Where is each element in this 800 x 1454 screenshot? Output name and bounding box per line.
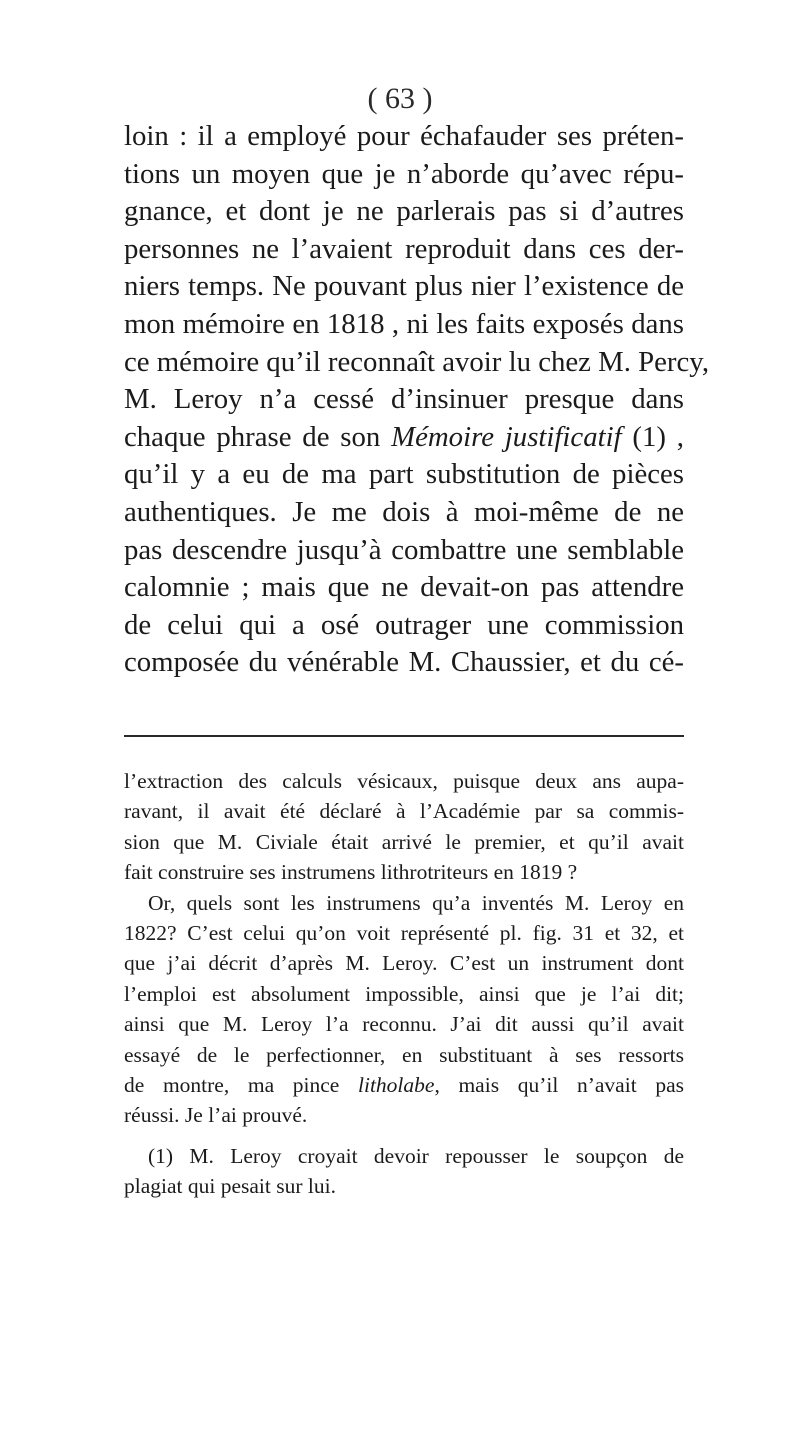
italic-title: Mémoire justificatif: [391, 420, 622, 453]
footnote-line: l’emploi est absolument impossible, ainsi que je l’ai dit;: [124, 981, 684, 1006]
footnote-divider: [124, 735, 684, 737]
footnote-text: de montre, ma pince: [124, 1072, 358, 1097]
body-line: gnance, et dont je ne parlerais pas si d’autres: [124, 195, 684, 228]
body-line: composée du vénérable M. Chaussier, et du cé-: [124, 646, 684, 679]
footnote-line: Or, quels sont les instrumens qu’a inventés M. Leroy en: [148, 890, 684, 915]
footnote-reference: (1) ,: [621, 420, 684, 453]
body-line: personnes ne l’avaient reproduit dans ces der-: [124, 232, 684, 265]
body-line: ce mémoire qu’il reconnaît avoir lu chez M. Percy,: [124, 345, 710, 378]
body-text: chaque phrase de son: [124, 420, 392, 453]
footnote-1-line: plagiat qui pesait sur lui.: [124, 1174, 336, 1199]
italic-term: litholabe: [358, 1072, 435, 1097]
footnote-line: ravant, il avait été déclaré à l’Académie par sa commis-: [124, 799, 684, 824]
body-line: [124, 419, 684, 457]
body-line: tions un moyen que je n’aborde qu’avec répu-: [124, 157, 684, 190]
body-line: calomnie ; mais que ne devait-on pas attendre: [124, 571, 684, 604]
body-line: M. Leroy n’a cessé d’insinuer presque dans: [124, 383, 684, 416]
main-paragraph: [124, 118, 710, 682]
body-line: pas descendre jusqu’à combattre une semblable: [124, 533, 684, 566]
footnote-line: [124, 1070, 684, 1100]
footnote-line: fait construire ses instrumens lithrotriteurs en 1819 ?: [124, 860, 578, 885]
footnote-text: , mais qu’il n’avait pas: [434, 1072, 684, 1097]
footnote-line: ainsi que M. Leroy l’a reconnu. J’ai dit aussi qu’il avait: [124, 1012, 684, 1037]
footnote-line: réussi. Je l’ai prouvé.: [124, 1103, 308, 1128]
footnotes: [124, 766, 684, 1201]
footnote-line: essayé de le perfectionner, en substituant à ses ressorts: [124, 1042, 684, 1067]
footnote-1-line: (1) M. Leroy croyait devoir repousser le soupçon de: [148, 1143, 684, 1168]
body-line: loin : il a employé pour échafauder ses préten-: [124, 120, 684, 152]
body-line: qu’il y a eu de ma part substitution de pièces: [124, 458, 684, 491]
body-line: authentiques. Je me dois à moi-même de ne: [124, 495, 684, 528]
body-line: niers temps. Ne pouvant plus nier l’existence de: [124, 270, 684, 303]
body-line: de celui qui a osé outrager une commission: [124, 608, 684, 641]
page-number: ( 63 ): [367, 82, 433, 115]
footnote-line: l’extraction des calculs vésicaux, puisque deux ans aupa-: [124, 769, 684, 793]
footnote-line: 1822? C’est celui qu’on voit représenté pl. fig. 31 et 32, et: [124, 920, 684, 945]
footnote-line: sion que M. Civiale était arrivé le premier, et qu’il avait: [124, 829, 684, 854]
footnote-line: que j’ai décrit d’après M. Leroy. C’est un instrument dont: [124, 951, 684, 976]
body-line: mon mémoire en 1818 , ni les faits exposés dans: [124, 307, 684, 340]
